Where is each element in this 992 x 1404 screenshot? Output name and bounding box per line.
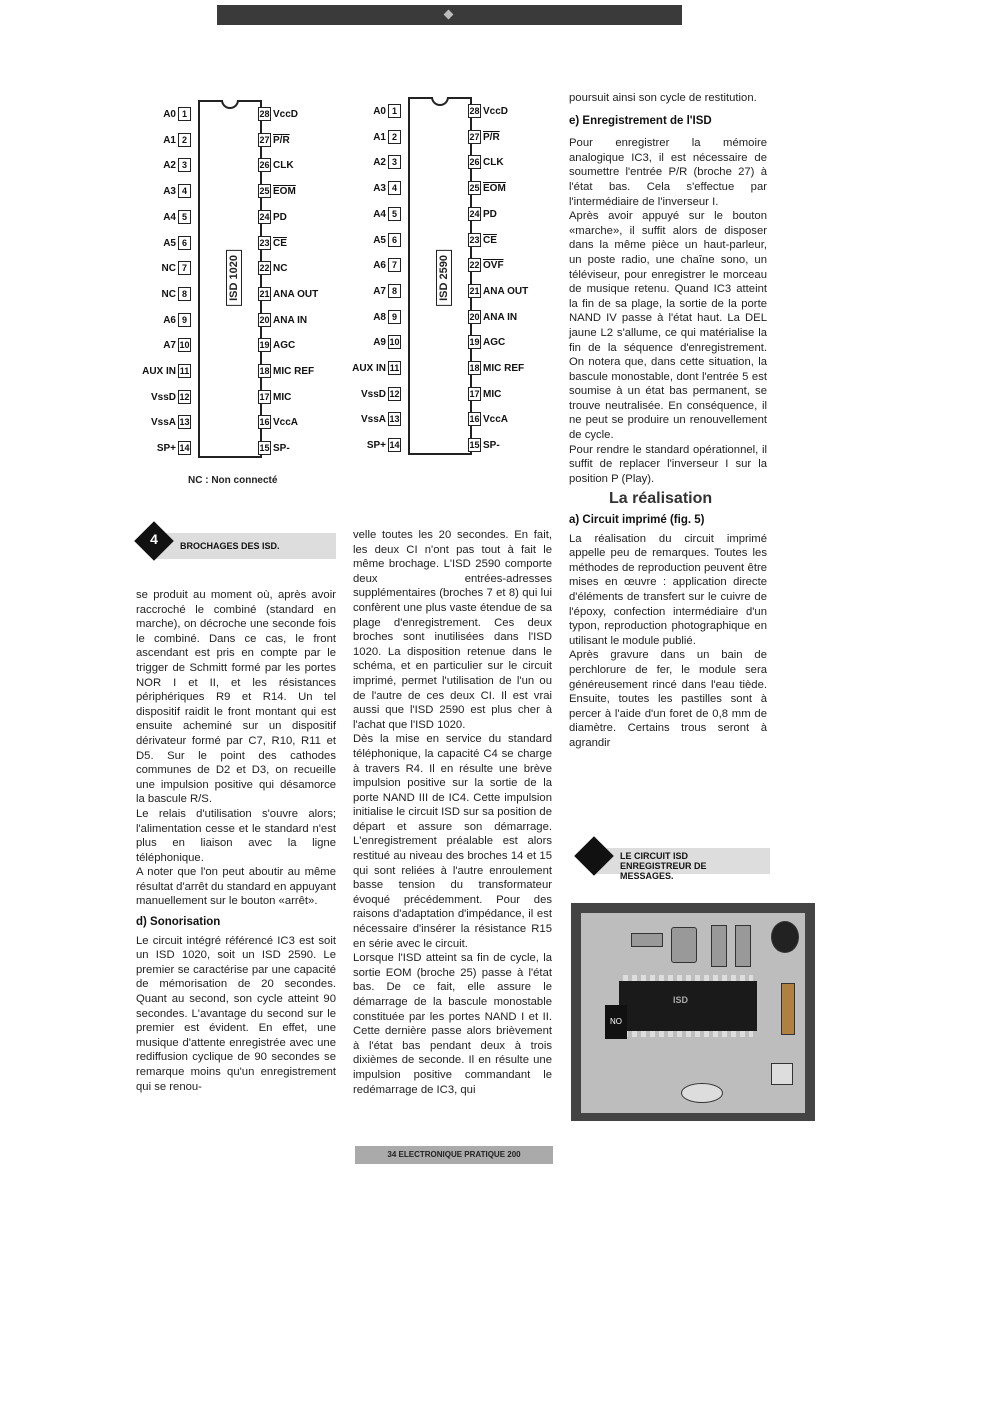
pin-label: A7	[373, 285, 386, 297]
pin-right-24	[468, 207, 529, 221]
pin-label: MIC	[273, 391, 292, 403]
pin-label: VssD	[360, 388, 386, 400]
page-footer: 34 ELECTRONIQUE PRATIQUE 200	[355, 1146, 553, 1164]
pin-label: CLK	[483, 157, 504, 169]
pin-left-11	[340, 361, 401, 375]
figure-caption: BROCHAGES DES ISD.	[180, 541, 280, 551]
paragraph: Pour rendre le standard opérationnel, il suffit de replacer l'inverseur I sur la position P (Play).	[569, 443, 767, 485]
pin-right-21	[258, 287, 319, 301]
pin-label: A0	[373, 106, 386, 117]
pin-label: A3	[373, 183, 386, 195]
paragraph: A noter que l'on peut aboutir au même résultat d'arrêt du standard en appuyant manuellement sur le bouton «arrêt».	[136, 866, 336, 908]
pin-left-12	[340, 387, 401, 401]
pin-number: 5	[178, 210, 191, 224]
pin-number: 8	[178, 287, 191, 301]
pin-number: 11	[179, 366, 190, 376]
chip-name: ISD 1020	[226, 250, 242, 306]
pin-label: SP-	[273, 443, 290, 455]
pin-label: PD	[483, 208, 497, 220]
pin-label: A4	[373, 208, 386, 220]
pin-left-2	[130, 133, 191, 147]
pin-right-26	[468, 155, 529, 169]
pin-left-3	[340, 155, 401, 169]
column-2	[353, 528, 552, 1097]
pin-left-3	[130, 158, 191, 172]
pin-number: 1	[178, 107, 191, 121]
pin-number: 26	[259, 160, 270, 171]
pin-label: AUX IN	[142, 366, 176, 377]
pin-number: 14	[389, 440, 400, 451]
pin-label: AGC	[273, 340, 296, 352]
pin-label: VccD	[483, 106, 509, 117]
pin-number: 14	[179, 443, 190, 454]
pin-right-28	[258, 107, 319, 121]
pin-left-11	[130, 364, 191, 378]
pin-label: A1	[163, 134, 176, 146]
pin-label: VssA	[360, 414, 386, 426]
pin-number: 16	[259, 417, 270, 428]
pin-right-15	[468, 438, 529, 452]
pin-left-1	[130, 107, 191, 121]
pin-label: A8	[373, 311, 386, 323]
pin-number: 27	[469, 131, 480, 142]
paragraph: Après gravure dans un bain de perchlorure de fer, le module sera généreusement rincé dans l'eau tiède. Ensuite, toutes les pastilles sont à percer à l'aide d'un foret de 0,8 mm de diamètre. Certains trous seront à agrandir	[569, 649, 767, 749]
pin-number: 17	[259, 391, 270, 402]
pin-number: 12	[179, 391, 190, 402]
pin-label: A6	[373, 260, 386, 272]
pin-right-25	[258, 184, 319, 198]
pin-label: $\overline{OVF}$	[483, 260, 504, 272]
pin-number: 18	[469, 363, 480, 373]
pin-label: AGC	[483, 337, 506, 349]
figure-banner-isd	[580, 848, 770, 881]
pin-label: MIC REF	[273, 366, 315, 377]
pin-left-13	[130, 415, 191, 429]
pin-right-17	[468, 387, 529, 401]
pin-number: 20	[469, 311, 480, 322]
pin-label: ANA IN	[483, 311, 518, 323]
pin-left-8	[340, 284, 401, 298]
nc-note: NC : Non connecté	[188, 475, 278, 486]
pin-label: SP+	[156, 443, 176, 455]
pin-label: $\overline{CE}$	[483, 234, 497, 246]
pin-number: 6	[388, 233, 401, 247]
paragraph: Lorsque l'ISD atteint sa fin de cycle, la sortie EOM (broche 25) passe à l'état bas. De ce fait, elle assure le démarrage de la bascule monostable constituée par les portes NAND I et II. Cette dernière passe alors brièvement à l'état bas pendant deux à trois dixièmes de seconde. Il en résulte une impulsion positive commandant le redémarrage de IC3, qui	[353, 952, 552, 1096]
pin-right-20	[468, 310, 529, 324]
pin-number: 21	[259, 288, 270, 299]
pin-label: NC	[161, 288, 176, 300]
pin-left-5	[340, 207, 401, 221]
pin-label: VccA	[273, 417, 299, 429]
pin-number: 25	[469, 183, 480, 194]
chip-name: ISD 2590	[436, 250, 452, 306]
pin-number: 13	[179, 417, 190, 428]
chip-isd1020-pinout	[130, 95, 330, 486]
pin-right-21	[468, 284, 529, 298]
pin-label: $\overline{EOM}$	[483, 183, 506, 195]
pin-right-16	[468, 412, 529, 426]
pin-right-18	[258, 364, 319, 378]
pin-right-23	[468, 233, 529, 247]
pin-right-23	[258, 236, 319, 250]
pin-left-6	[340, 233, 401, 247]
pin-number: 28	[469, 106, 480, 116]
pin-label: A2	[163, 160, 176, 172]
pin-number: 7	[178, 261, 191, 275]
column-3	[569, 91, 767, 751]
pin-number: 28	[259, 109, 270, 119]
pin-left-12	[130, 390, 191, 404]
pin-label: ANA OUT	[483, 285, 529, 297]
pin-label: AUX IN	[352, 363, 386, 374]
pin-label: ANA OUT	[273, 288, 319, 300]
diamond-icon	[444, 10, 454, 20]
pin-number: 22	[259, 263, 270, 274]
pin-left-8	[130, 287, 191, 301]
pin-right-22	[468, 258, 529, 272]
paragraph: La réalisation du circuit imprimé appelle peu de remarques. Toutes les méthodes de reproduction peuvent être mises en œuvre : application directe d'éléments de transfert sur le cuivre de l'époxy, confection intermédiaire d'un typon, reproduction photographique en utilisant le module publié.	[569, 532, 767, 647]
pin-number: 6	[178, 236, 191, 250]
pin-label: PD	[273, 211, 287, 223]
pin-number: 9	[388, 310, 401, 324]
pin-right-20	[258, 313, 319, 327]
top-bar	[217, 5, 682, 25]
pin-left-14	[130, 441, 191, 455]
switch: NO	[605, 1005, 627, 1039]
pin-label: $\overline{CE}$	[273, 237, 287, 249]
pin-number: 26	[469, 157, 480, 168]
paragraph: Le circuit intégré référencé IC3 est soit un ISD 1020, soit un ISD 2590. Le premier se caractérise par une capacité de mémorisation de 20 secondes. Quant au second, son cycle atteint 90 secondes. L'avantage du second sur le premier est évident. En effet, une musique d'attente enregistrée avec une rediffusion cyclique de 90 secondes se remarque moins qu'un enregistrement qui se renou-	[136, 934, 336, 1093]
pin-left-4	[130, 184, 191, 198]
pin-number: 2	[388, 130, 401, 144]
paragraph: velle toutes les 20 secondes. En fait, les deux CI n'ont pas tout à fait le même brochage. L'ISD 2590 comporte deux entrées-adresses supplémentaires (broches 7 et 8) qui lui confèrent une plus vaste étendue de sa plage d'enregistrement. Ces deux broches sont inutilisées dans l'ISD 1020. La disposition retenue dans le schéma, et en particulier sur le circuit imprimé, permet l'utilisation de l'un ou de l'autre de ces deux CI. Il est vrai aussi que l'ISD 2590 est plus cher à l'achat que l'ISD 1020.	[353, 529, 552, 731]
pin-left-10	[130, 338, 191, 352]
pin-label: P/R	[273, 134, 290, 146]
pin-number: 11	[389, 363, 400, 373]
paragraph: Après avoir appuyé sur le bouton «marche», il suffit alors de disposer dans la même pièce un haut-parleur, un poste radio, une chaîne sono, un téléviseur, pour enregistrer le morceau de musique retenu. Quand IC3 atteint la fin de sa plage, la sortie de la porte NAND IV passe à l'état haut. La DEL jaune L2 s'allume, ce qui matérialise la fin de la séquence d'enregistrement. On notera que, dans cette situation, la bascule monostable, dont l'entrée 5 est soumise à un état bas permanent, se trouve neutralisée. En conséquence, il ne peut se produire un renouvellement de cycle.	[569, 210, 767, 442]
pin-number: 15	[259, 443, 270, 454]
pin-right-22	[258, 261, 319, 275]
pin-number: 19	[469, 337, 480, 348]
pin-number: 10	[179, 340, 190, 351]
pin-number: 24	[469, 208, 480, 219]
paragraph: poursuit ainsi son cycle de restitution.	[569, 92, 757, 104]
pin-number: 3	[178, 158, 191, 172]
pin-label: $\overline{EOM}$	[273, 186, 296, 198]
pin-number: 23	[469, 234, 480, 245]
pin-right-27	[468, 130, 529, 144]
circuit-photo	[571, 903, 815, 1121]
pin-number: 18	[259, 366, 270, 376]
pin-right-19	[258, 338, 319, 352]
pin-right-25	[468, 181, 529, 195]
pin-number: 9	[178, 313, 191, 327]
pin-number: 4	[388, 181, 401, 195]
paragraph: Le relais d'utilisation s'ouvre alors; l'alimentation cesse et le standard n'est plus en liaison avec la ligne téléphonique.	[136, 807, 336, 864]
pin-label: A4	[163, 211, 176, 223]
pin-right-16	[258, 415, 319, 429]
pin-label: SP-	[483, 440, 500, 452]
pin-right-17	[258, 390, 319, 404]
pin-left-7	[130, 261, 191, 275]
pin-label: VccA	[483, 414, 509, 426]
chip-mark: ISD	[673, 995, 689, 1005]
pin-number: 3	[388, 155, 401, 169]
pin-number: 25	[259, 186, 270, 197]
paragraph: se produit au moment où, après avoir raccroché le combiné (standard en marche), on décroche une seconde fois le combiné. Dans ce cas, le front ascendant est pris en compte par le trigger de Schmitt formé par les portes NOR I et II, et les résistances périphériques R9 et R14. Un tel dispositif raidit le front montant qui est ensuite acheminé sur un dispositif dérivateur formé par C7, R10, R11 et D5. Sur le point des cathodes communes de D2 et D3, on recueille une impulsion positive qui désamorce la bascule R/S.	[136, 589, 336, 806]
paragraph: Dès la mise en service du standard téléphonique, la capacité C4 se charge à travers R4. Il en résulte une brève impulsion positive sur la sortie de la porte NAND III de IC4. Cette impulsion initialise le circuit ISD sur sa position de départ et assure son démarrage. L'enregistrement préalable est alors restitué au niveau des broches 14 et 15 qui sont reliées à l'autre enroulement basse tension du transformateur évoqué précédemment. Pour des raisons d'adaptation d'impédance, il est nécessaire d'insérer la résistance R15 en série avec le circuit.	[353, 733, 552, 950]
paragraph: Pour enregistrer la mémoire analogique IC3, il est nécessaire de soumettre l'entrée P/R (broche 27) à l'état bas. Cela s'effectue par l'intermédiaire de l'inverseur I.	[569, 137, 767, 208]
pin-number: 5	[388, 207, 401, 221]
pin-right-15	[258, 441, 319, 455]
pin-left-10	[340, 335, 401, 349]
pin-label: VssD	[150, 391, 176, 403]
pin-left-9	[130, 313, 191, 327]
pin-label: ANA IN	[273, 314, 308, 326]
pin-number: 24	[259, 211, 270, 222]
pin-label: A9	[373, 337, 386, 349]
pin-label: A5	[373, 234, 386, 246]
pin-left-1	[340, 104, 401, 118]
pin-left-13	[340, 412, 401, 426]
figure-caption: LE CIRCUIT ISD ENREGISTREUR DE MESSAGES.	[620, 851, 707, 881]
pin-label: A1	[373, 131, 386, 143]
pin-label: CLK	[273, 160, 294, 172]
section-title: La réalisation	[609, 490, 713, 508]
pin-number: 27	[259, 134, 270, 145]
figure-number: 4	[150, 531, 158, 547]
pin-label: MIC	[483, 388, 502, 400]
pin-number: 8	[388, 284, 401, 298]
section-heading: e) Enregistrement de l'ISD	[569, 114, 712, 127]
pin-number: 21	[469, 285, 480, 296]
pin-number: 4	[178, 184, 191, 198]
pin-left-9	[340, 310, 401, 324]
pin-left-4	[340, 181, 401, 195]
pin-number: 12	[389, 388, 400, 399]
pin-label: A3	[163, 186, 176, 198]
pin-number: 22	[469, 260, 480, 271]
pin-number: 17	[469, 388, 480, 399]
pin-label: A0	[163, 109, 176, 120]
pin-label: MIC REF	[483, 363, 525, 374]
pin-left-6	[130, 236, 191, 250]
section-heading: a) Circuit imprimé (fig. 5)	[569, 514, 705, 527]
pin-right-27	[258, 133, 319, 147]
pin-label: NC	[161, 263, 176, 275]
pin-label: A5	[163, 237, 176, 249]
pin-number: 13	[389, 414, 400, 425]
pin-right-26	[258, 158, 319, 172]
pin-label: A7	[163, 340, 176, 352]
pin-number: 23	[259, 237, 270, 248]
pin-left-7	[340, 258, 401, 272]
pin-label: P/R	[483, 131, 500, 143]
pin-number: 2	[178, 133, 191, 147]
pin-left-2	[340, 130, 401, 144]
pin-number: 19	[259, 340, 270, 351]
pin-number: 20	[259, 314, 270, 325]
pin-left-5	[130, 210, 191, 224]
pin-right-24	[258, 210, 319, 224]
pin-label: VssA	[150, 417, 176, 429]
figure-4-banner	[140, 533, 336, 559]
pin-label: A2	[373, 157, 386, 169]
pin-number: 1	[388, 104, 401, 118]
pin-number: 10	[389, 337, 400, 348]
pin-number: 16	[469, 414, 480, 425]
pin-label: VccD	[273, 109, 299, 120]
pin-right-28	[468, 104, 529, 118]
pin-label: NC	[273, 263, 288, 275]
chip-isd2590-pinout	[340, 95, 540, 455]
column-1	[136, 588, 336, 1094]
pin-right-19	[468, 335, 529, 349]
section-heading: d) Sonorisation	[136, 916, 221, 929]
pin-label: A6	[163, 314, 176, 326]
pin-left-14	[340, 438, 401, 452]
pin-number: 7	[388, 258, 401, 272]
pin-right-18	[468, 361, 529, 375]
pin-label: SP+	[366, 440, 386, 452]
pin-number: 15	[469, 440, 480, 451]
